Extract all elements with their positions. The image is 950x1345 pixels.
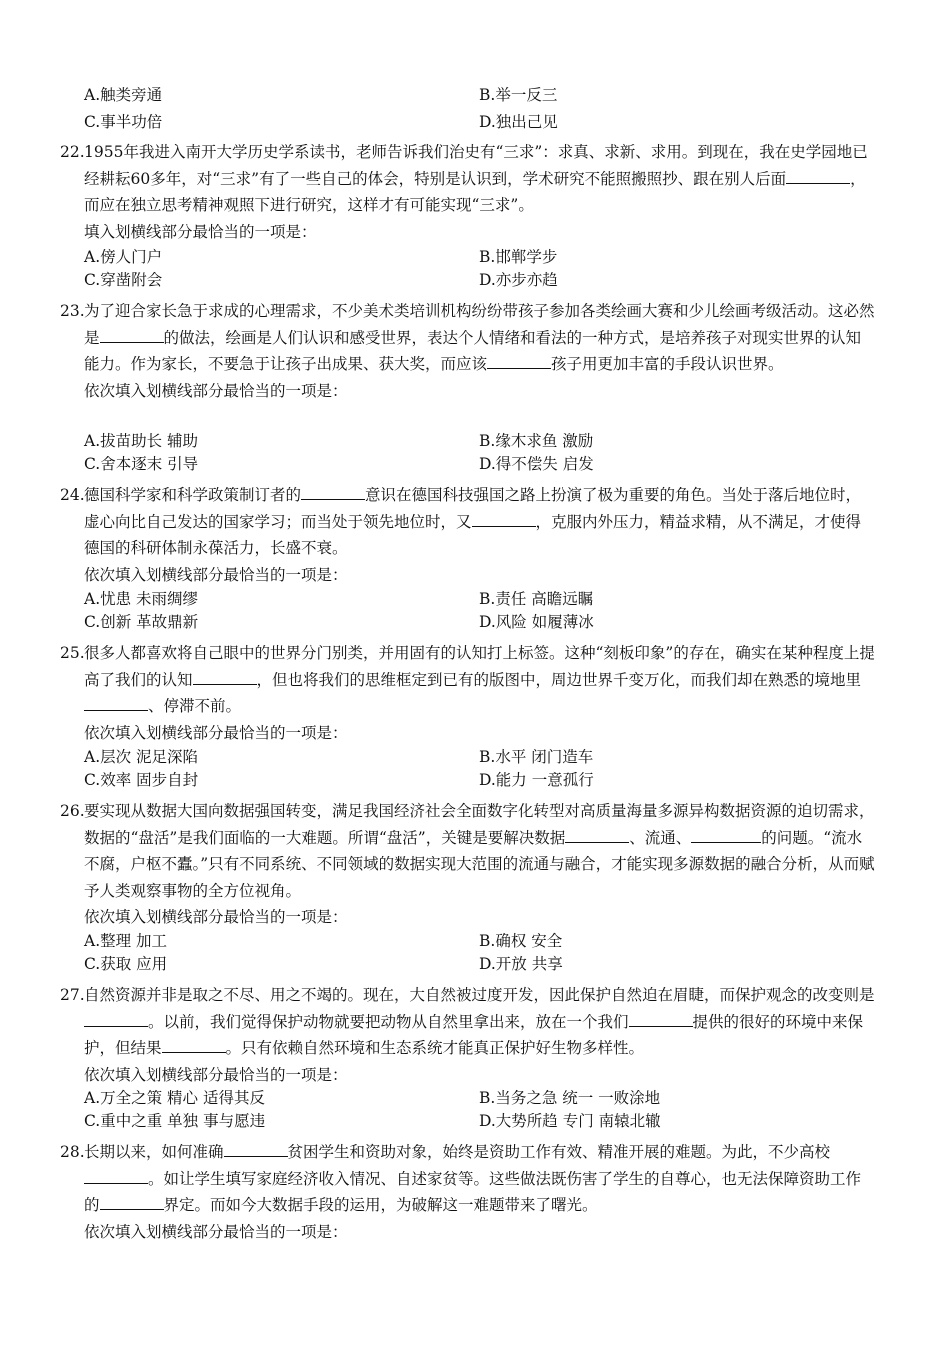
- option-c: C.效率 固步自封: [84, 771, 199, 789]
- stem-text: 。只有依赖自然环境和生态系统才能真正保护好生物多样性。: [225, 1039, 645, 1057]
- option-d: D.大势所趋 专门 南辕北辙: [479, 1112, 661, 1130]
- question-stem: [60, 298, 875, 378]
- stem-text: 提供的很好的环境中来保护，但结果: [84, 1012, 864, 1057]
- answer-blank: [100, 327, 164, 343]
- option-c: C.事半功倍: [84, 113, 163, 131]
- option-c: C.获取 应用: [84, 955, 168, 973]
- option-a: A.整理 加工: [84, 932, 168, 950]
- q27-options: [84, 1087, 884, 1133]
- answer-blank: [472, 511, 536, 527]
- stem-text: ，克服内外压力，精益求精，从不满足，才使得德国的科研体制永葆活力，长盛不衰。: [84, 512, 862, 557]
- question-25: [60, 640, 875, 747]
- stem-text: 孩子用更加丰富的手段认识世界。: [551, 355, 784, 373]
- option-row: [84, 84, 884, 107]
- option-d: D.开放 共享: [479, 955, 563, 973]
- question-instruction: 填入划横线部分最恰当的一项是：: [84, 222, 317, 241]
- option-row: [84, 930, 884, 953]
- answer-blank: [224, 1141, 288, 1157]
- question-stem: [60, 982, 875, 1062]
- answer-blank: [193, 669, 257, 685]
- answer-blank: [487, 353, 551, 369]
- stem-text: 1955年我进入南开大学历史学系读书，老师告诉我们治史有“三求”：求真、求新、求用。到现在，我在史学园地已经耕耘60多年，对“三求”有了一些自己的体会，特别是认识到，学术研究不能照搬照抄、跟在别人后面: [84, 143, 868, 188]
- option-d: D.独出己见: [479, 113, 558, 131]
- question-26: [60, 798, 875, 931]
- stem-text: 自然资源并非是取之不尽、用之不竭的。现在，大自然被过度开发，因此保护自然迫在眉睫，而保护观念的改变则是: [84, 986, 875, 1004]
- q21-options: [84, 84, 884, 134]
- q24-options: [84, 588, 884, 634]
- option-row: [84, 246, 884, 269]
- answer-blank: [565, 827, 629, 843]
- option-row: [84, 588, 884, 611]
- option-row: [84, 1087, 884, 1110]
- stem-text: 界定。而如今大数据手段的运用，为破解这一难题带来了曙光。: [163, 1196, 598, 1214]
- stem-text: 。如让学生填写家庭经济收入情况、自述家贫等。这些做法既伤害了学生的自尊心，也无法保障资助工作的: [84, 1169, 862, 1214]
- answer-blank: [629, 1011, 693, 1027]
- question-number: 22.: [60, 143, 85, 161]
- option-c: C.穿凿附会: [84, 271, 163, 289]
- question-stem: [60, 482, 875, 562]
- option-row: [84, 769, 884, 792]
- option-a: A.层次 泥足深陷: [84, 748, 199, 766]
- question-stem: [60, 798, 875, 904]
- question-stem: [60, 139, 875, 219]
- option-row: [84, 953, 884, 976]
- q23-options: [84, 430, 884, 476]
- question-instruction: 依次填入划横线部分最恰当的一项是：: [84, 723, 348, 742]
- stem-text: 的做法，绘画是人们认识和感受世界，表达个人情绪和看法的一种方式，是培养孩子对现实世界的认知能力。作为家长，不要急于让孩子出成果、获大奖，而应该: [84, 328, 862, 373]
- answer-blank: [84, 695, 148, 711]
- question-number: 25.: [60, 644, 85, 662]
- stem-text: 。以前，我们觉得保护动物就要把动物从自然里拿出来，放在一个我们: [148, 1012, 629, 1031]
- question-number: 23.: [60, 302, 85, 320]
- stem-text: 的问题。“流水不腐，户枢不蠹。”只有不同系统、不同领域的数据实现大范围的流通与融合，才能实现多源数据的融合分析，从而赋予人类观察事物的全方位视角。: [84, 828, 875, 900]
- option-a: A.触类旁通: [84, 86, 163, 104]
- option-c: C.创新 革故鼎新: [84, 613, 199, 631]
- stem-text: 意识在德国科技强国之路上扮演了极为重要的角色。当处于落后地位时，虚心向比自己发达的国家学习；而当处于领先地位时，又: [84, 486, 862, 531]
- answer-blank: [301, 484, 365, 500]
- option-b: B.责任 高瞻远瞩: [479, 590, 594, 608]
- option-a: A.傍人门户: [84, 248, 163, 266]
- option-row: [84, 611, 884, 634]
- option-row: [84, 1110, 884, 1133]
- q26-options: [84, 930, 884, 976]
- option-b: B.邯郸学步: [479, 248, 558, 266]
- question-number: 24.: [60, 486, 85, 504]
- option-row: [84, 269, 884, 292]
- option-b: B.缘木求鱼 激励: [479, 432, 594, 450]
- answer-blank: [84, 1168, 148, 1184]
- option-b: B.水平 闭门造车: [479, 748, 594, 766]
- option-d: D.能力 一意孤行: [479, 771, 594, 789]
- question-stem: [60, 1139, 875, 1219]
- option-d: D.风险 如履薄冰: [479, 613, 594, 631]
- question-number: 27.: [60, 986, 85, 1004]
- option-b: B.举一反三: [479, 86, 558, 104]
- option-d: D.得不偿失 启发: [479, 455, 594, 473]
- stem-text: 要实现从数据大国向数据强国转变，满足我国经济社会全面数字化转型对高质量海量多源异构数据资源的迫切需求，数据的“盘活”是我们面临的一大难题。所谓“盘活”，关键是要解决数据: [84, 802, 875, 847]
- stem-text: ，而应在独立思考精神观照下进行研究，这样才有可能实现“三求”。: [84, 169, 866, 214]
- question-23: [60, 298, 875, 405]
- answer-blank: [786, 168, 850, 184]
- option-row: [84, 430, 884, 453]
- question-24: [60, 482, 875, 589]
- answer-blank: [100, 1194, 164, 1210]
- option-row: [84, 111, 884, 134]
- stem-text: 很多人都喜欢将自己眼中的世界分门别类，并用固有的认知打上标签。这种“刻板印象”的存在，确实在某种程度上提高了我们的认知: [84, 644, 875, 689]
- q22-options: [84, 246, 884, 292]
- answer-blank: [691, 827, 761, 843]
- question-number: 26.: [60, 802, 85, 820]
- question-stem: [60, 640, 875, 720]
- stem-text: 长期以来，如何准确: [84, 1143, 224, 1161]
- q25-options: [84, 746, 884, 792]
- question-22: [60, 139, 875, 246]
- question-instruction: 依次填入划横线部分最恰当的一项是：: [84, 565, 348, 584]
- option-b: B.当务之急 统一 一败涂地: [479, 1089, 661, 1107]
- stem-text: 贫困学生和资助对象，始终是资助工作有效、精准开展的难题。为此，不少高校: [287, 1143, 831, 1161]
- stem-text: 、停滞不前。: [148, 697, 242, 715]
- option-b: B.确权 安全: [479, 932, 563, 950]
- option-row: [84, 746, 884, 769]
- option-c: C.舍本逐末 引导: [84, 455, 199, 473]
- option-a: A.拔苗助长 辅助: [84, 432, 199, 450]
- question-instruction: 依次填入划横线部分最恰当的一项是：: [84, 381, 348, 400]
- question-instruction: 依次填入划横线部分最恰当的一项是：: [84, 1222, 348, 1241]
- stem-text: 、流通、: [629, 828, 692, 847]
- question-27: [60, 982, 875, 1089]
- option-d: D.亦步亦趋: [479, 271, 558, 289]
- option-row: [84, 453, 884, 476]
- option-a: A.忧患 未雨绸缪: [84, 590, 199, 608]
- question-instruction: 依次填入划横线部分最恰当的一项是：: [84, 1065, 348, 1084]
- question-number: 28.: [60, 1143, 85, 1161]
- answer-blank: [84, 1011, 148, 1027]
- stem-text: 德国科学家和科学政策制订者的: [84, 486, 302, 504]
- option-c: C.重中之重 单独 事与愿违: [84, 1112, 266, 1130]
- question-28: [60, 1139, 875, 1246]
- answer-blank: [162, 1037, 226, 1053]
- stem-text: ，但也将我们的思维框定到已有的版图中，周边世界千变万化，而我们却在熟悉的境地里: [256, 670, 862, 689]
- question-instruction: 依次填入划横线部分最恰当的一项是：: [84, 908, 348, 926]
- option-a: A.万全之策 精心 适得其反: [84, 1089, 265, 1107]
- stem-text: 为了迎合家长急于求成的心理需求，不少美术类培训机构纷纷带孩子参加各类绘画大赛和少儿绘画考级活动。这必然是: [84, 302, 875, 347]
